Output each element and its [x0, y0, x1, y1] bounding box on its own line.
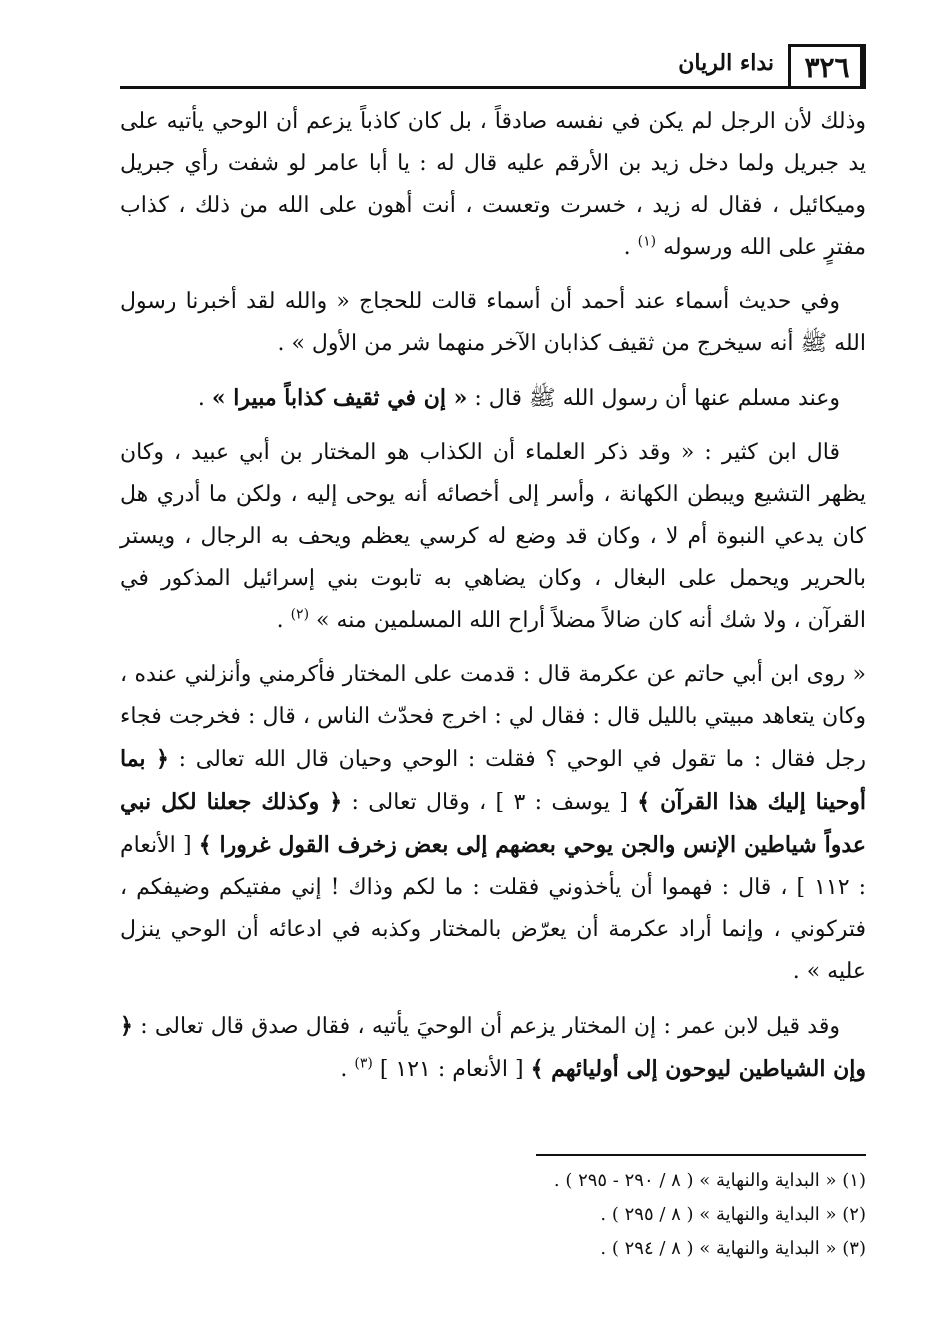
hadith-quote: « إن في ثقيف كذاباً مبيرا » [211, 385, 468, 411]
footnote-divider [536, 1154, 866, 1156]
quran-verse-3: ﴿ وإن الشياطين ليوحون إلى أوليائهم ﴾ [120, 1013, 866, 1082]
paragraph-4 [120, 432, 866, 642]
footnote-ref-2: (٢) [290, 606, 310, 623]
paragraph-5 [120, 654, 866, 993]
quran-verse-1: ﴿ بما أوحينا إليك هذا القرآن ﴾ [120, 746, 866, 815]
paragraph-text: وقد قيل لابن عمر : إن المختار يزعم أن الوحيَ يأتيه ، فقال صدق قال تعالى : [132, 1014, 840, 1039]
book-page [120, 36, 866, 1296]
footnote-ref-3: (٣) [354, 1055, 373, 1072]
paragraph-text: وفي حديث أسماء عند أحمد أن أسماء قالت للحجاج « والله لقد أخبرنا رسول الله ﷺ أنه سيخرج من ثقيف كذابان الآخر منهما شر من الأول » . [120, 289, 866, 356]
page-number: ٣٢٦ [788, 44, 866, 87]
verse-citation-1: [ يوسف : ٣ ] ، وقال تعالى : [342, 790, 638, 815]
page-header [120, 36, 866, 89]
paragraph-2 [120, 281, 866, 365]
paragraph-text: قال ابن كثير : « وقد ذكر العلماء أن الكذاب هو المختار بن أبي عبيد ، وكان يظهر التشيع ويبطن الكهانة ، وأسر إلى أخصائه أنه يوحى إليه ، ولكن ما أدري هل كان يدعي النبوة أم لا ، وكان قد وضع له كرسي يعظم ويحف به الرجال ، ويستر بالحرير ويحمل على البغال ، وكان يضاهي به تابوت بني إسرائيل المذكور في القرآن ، ولا شك أنه كان ضالاً مضلاً أراح الله المسلمين منه » [120, 440, 866, 633]
page-body [120, 101, 866, 1091]
paragraph-tail: . [340, 1057, 355, 1082]
paragraph-6 [120, 1005, 866, 1091]
footnotes-section [120, 1154, 866, 1266]
quran-verse-2: ﴿ وكذلك جعلنا لكل نبي عدواً شياطين الإنس والجن يوحي بعضهم إلى بعض زخرف القول غرورا ﴾ [120, 789, 866, 858]
paragraph-tail: . [276, 608, 291, 633]
book-title: نداء الريان [678, 50, 774, 76]
footnote-3: (٣) « البداية والنهاية » ( ٨ / ٢٩٤ ) . [600, 1238, 866, 1259]
paragraph-text-end: [ الأنعام : ١١٢ ] ، قال : فهموا أن يأخذوني فقلت : ما لكم وذاك ! إني مفتيكم وضيفكم ، فتركوني ، وإنما أراد عكرمة أن يعرّض بالمختار وكذبه في ادعائه أن الوحي ينزل عليه » . [120, 833, 867, 984]
paragraph-text: « روى ابن أبي حاتم عن عكرمة قال : قدمت على المختار فأكرمني وأنزلني عنده ، وكان يتعاهد مبيتي بالليل قال : فقال لي : اخرج فحدّث الناس ، قال : فخرجت فجاء رجل فقال : ما تقول في الوحي ؟ فقلت : الوحي وحيان قال الله تعالى : [120, 662, 866, 772]
paragraph-1 [120, 101, 866, 269]
footnote-ref-1: (١) [637, 233, 657, 250]
paragraph-tail: . [623, 235, 638, 260]
footnote-2: (٢) « البداية والنهاية » ( ٨ / ٢٩٥ ) . [600, 1204, 866, 1225]
footnote-1: (١) « البداية والنهاية » ( ٨ / ٢٩٠ - ٢٩٥ ) . [553, 1170, 866, 1191]
paragraph-text: وذلك لأن الرجل لم يكن في نفسه صادقاً ، بل كان كاذباً يزعم أن الوحي يأتيه على يد جبريل ولما دخل زيد بن الأرقم عليه قال له : يا أبا عامر لو شفت رأي جبريل وميكائيل ، فقال له زيد ، خسرت وتعست ، أنت أهون على الله من ذلك ، كذاب مفترٍ على الله ورسوله [120, 109, 866, 260]
verse-citation-3: [ الأنعام : ١٢١ ] [372, 1057, 531, 1082]
paragraph-tail: . [197, 386, 212, 411]
paragraph-3 [120, 377, 866, 420]
paragraph-text: وعند مسلم عنها أن رسول الله ﷺ قال : [467, 386, 840, 411]
